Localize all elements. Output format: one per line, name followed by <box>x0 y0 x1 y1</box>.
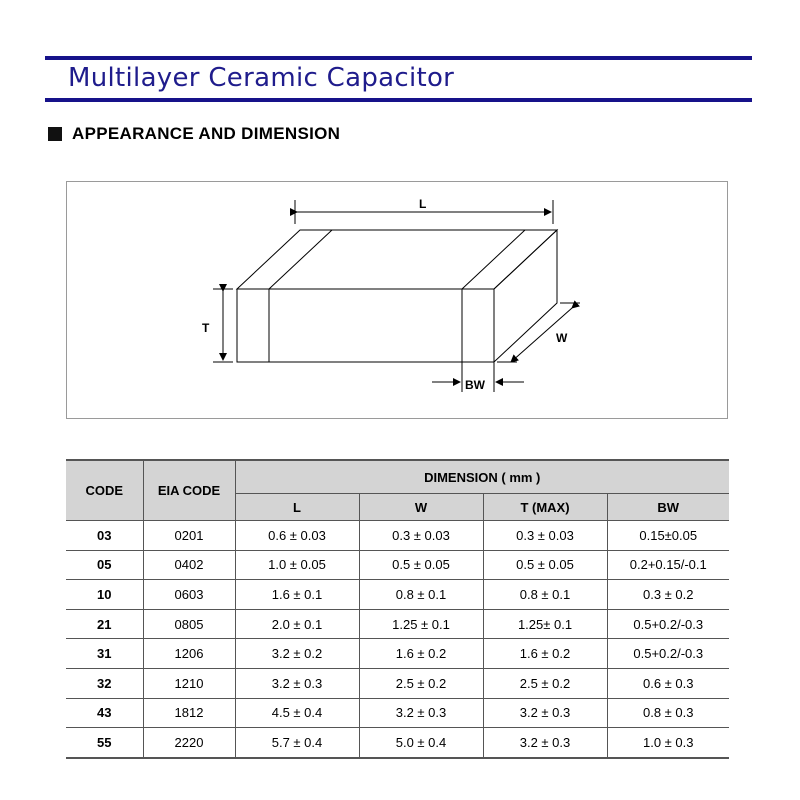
cell-l: 0.6 ± 0.03 <box>235 521 359 551</box>
cell-code: 21 <box>66 609 143 639</box>
cell-t: 1.6 ± 0.2 <box>483 639 607 669</box>
cell-code: 31 <box>66 639 143 669</box>
thickness-label: T <box>202 321 210 335</box>
cell-w: 3.2 ± 0.3 <box>359 698 483 728</box>
cell-l: 2.0 ± 0.1 <box>235 609 359 639</box>
length-label: L <box>419 197 427 211</box>
cell-eia: 0201 <box>143 521 235 551</box>
header-eia-code: EIA CODE <box>143 460 235 521</box>
cell-w: 2.5 ± 0.2 <box>359 668 483 698</box>
header-t-max: T (MAX) <box>483 494 607 521</box>
cell-code: 32 <box>66 668 143 698</box>
header-bw: BW <box>607 494 729 521</box>
cell-l: 1.6 ± 0.1 <box>235 580 359 610</box>
cell-l: 5.7 ± 0.4 <box>235 728 359 758</box>
table-row <box>66 728 729 758</box>
left-termination-top-edge <box>269 230 332 289</box>
cell-code: 05 <box>66 550 143 580</box>
cell-bw: 0.6 ± 0.3 <box>607 668 729 698</box>
cell-w: 5.0 ± 0.4 <box>359 728 483 758</box>
chip-top-face <box>237 230 557 289</box>
cell-w: 1.6 ± 0.2 <box>359 639 483 669</box>
cell-eia: 0805 <box>143 609 235 639</box>
capacitor-drawing <box>67 182 729 420</box>
cell-l: 3.2 ± 0.2 <box>235 639 359 669</box>
cell-eia: 0603 <box>143 580 235 610</box>
cell-code: 55 <box>66 728 143 758</box>
dimension-table <box>66 459 729 759</box>
table-row <box>66 580 729 610</box>
chip-front-face <box>237 289 494 362</box>
width-label: W <box>556 331 568 345</box>
cell-code: 43 <box>66 698 143 728</box>
cell-t: 1.25± 0.1 <box>483 609 607 639</box>
cell-t: 0.5 ± 0.05 <box>483 550 607 580</box>
title-rule-top <box>45 56 752 60</box>
header-w: W <box>359 494 483 521</box>
cell-eia: 2220 <box>143 728 235 758</box>
cell-bw: 0.5+0.2/-0.3 <box>607 639 729 669</box>
cell-bw: 0.5+0.2/-0.3 <box>607 609 729 639</box>
cell-t: 3.2 ± 0.3 <box>483 698 607 728</box>
cell-t: 0.8 ± 0.1 <box>483 580 607 610</box>
right-termination-top-edge <box>462 230 525 289</box>
header-l: L <box>235 494 359 521</box>
cell-w: 0.3 ± 0.03 <box>359 521 483 551</box>
section-title: APPEARANCE AND DIMENSION <box>72 124 341 143</box>
cell-eia: 1206 <box>143 639 235 669</box>
cell-l: 4.5 ± 0.4 <box>235 698 359 728</box>
table-row <box>66 550 729 580</box>
cell-l: 3.2 ± 0.3 <box>235 668 359 698</box>
cell-eia: 0402 <box>143 550 235 580</box>
cell-w: 0.5 ± 0.05 <box>359 550 483 580</box>
cell-code: 03 <box>66 521 143 551</box>
cell-w: 0.8 ± 0.1 <box>359 580 483 610</box>
cell-t: 2.5 ± 0.2 <box>483 668 607 698</box>
page-title: Multilayer Ceramic Capacitor <box>68 63 455 93</box>
table-row <box>66 668 729 698</box>
cell-eia: 1210 <box>143 668 235 698</box>
table-row <box>66 698 729 728</box>
table-row <box>66 639 729 669</box>
cell-bw: 0.8 ± 0.3 <box>607 698 729 728</box>
cell-t: 3.2 ± 0.3 <box>483 728 607 758</box>
cell-bw: 0.15±0.05 <box>607 521 729 551</box>
title-rule-bottom <box>45 98 752 102</box>
table-row <box>66 609 729 639</box>
table-row <box>66 521 729 551</box>
cell-w: 1.25 ± 0.1 <box>359 609 483 639</box>
capacitor-diagram <box>66 181 728 419</box>
cell-code: 10 <box>66 580 143 610</box>
header-code: CODE <box>66 460 143 521</box>
cell-eia: 1812 <box>143 698 235 728</box>
band-width-label: BW <box>465 378 485 392</box>
cell-bw: 0.2+0.15/-0.1 <box>607 550 729 580</box>
cell-bw: 1.0 ± 0.3 <box>607 728 729 758</box>
section-heading <box>48 124 340 144</box>
cell-l: 1.0 ± 0.05 <box>235 550 359 580</box>
cell-t: 0.3 ± 0.03 <box>483 521 607 551</box>
square-bullet-icon <box>48 127 62 141</box>
cell-bw: 0.3 ± 0.2 <box>607 580 729 610</box>
header-dimension: DIMENSION ( mm ) <box>235 460 729 494</box>
